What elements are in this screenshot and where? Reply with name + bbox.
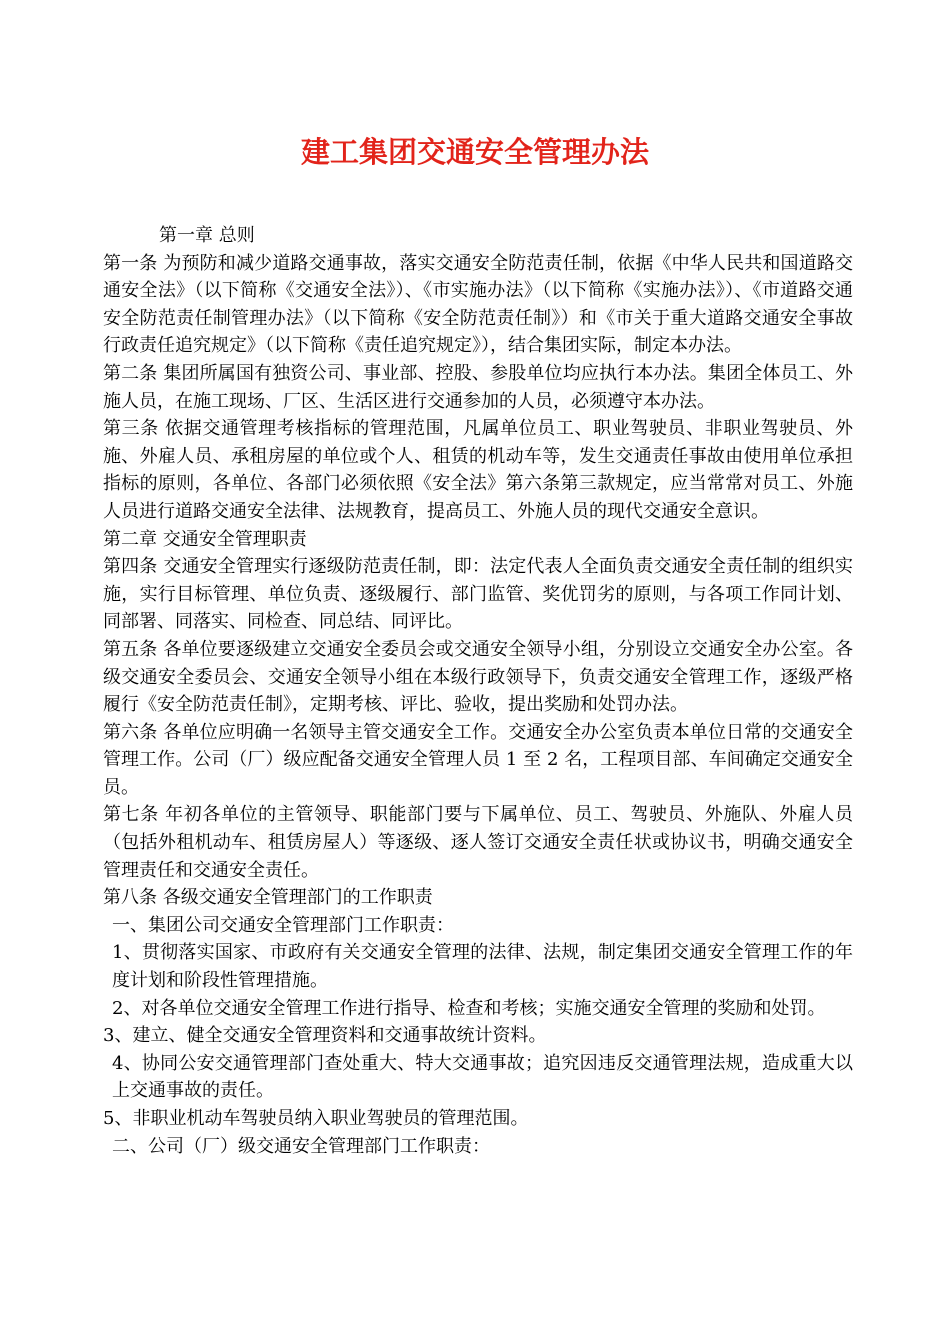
article-paragraph: 第六条 各单位应明确一名领导主管交通安全工作。交通安全办公室负责本单位日常的交通安全管理工作。公司（厂）级应配备交通安全管理人员 1 至 2 名，工程项目部、车间确定交通安全员。 <box>103 721 853 798</box>
article-paragraph: 第八条 各级交通安全管理部门的工作职责 <box>103 887 433 909</box>
chapter-heading: 第二章 交通安全管理职责 <box>103 528 307 550</box>
section-heading: 一、集团公司交通安全管理部门工作职责： <box>112 914 454 936</box>
chapter-heading: 第一章 总则 <box>159 225 255 246</box>
list-item: 5、非职业机动车驾驶员纳入职业驾驶员的管理范围。 <box>103 1108 529 1129</box>
document-title: 建工集团交通安全管理办法 <box>300 135 649 169</box>
article-paragraph: 第五条 各单位要逐级建立交通安全委员会或交通安全领导小组，分别设立交通安全办公室。各级交通安全委员会、交通安全领导小组在本级行政领导下，负责交通安全管理工作，逐级严格履行《安全防范责任制》，定期考核、评比、验收，提出奖励和处罚办法。 <box>103 638 853 716</box>
article-paragraph: 第一条 为预防和减少道路交通事故，落实交通安全防范责任制，依据《中华人民共和国道路交通安全法》（以下简称《交通安全法》）、《市实施办法》（以下简称《实施办法》）、《市道路交通安全防范责任制管理办法》（以下简称《安全防范责任制》）和《市关于重大道路交通安全事故行政责任追究规定》（以下简称《责任追究规定》），结合集团实际，制定本办法。 <box>103 252 853 357</box>
section-heading: 二、公司（厂）级交通安全管理部门工作职责： <box>112 1135 490 1157</box>
list-item: 2、对各单位交通安全管理工作进行指导、检查和考核；实施交通安全管理的奖励和处罚。 <box>112 997 826 1019</box>
list-item: 4、协同公安交通管理部门查处重大、特大交通事故；追究因违反交通管理法规，造成重大以上交通事故的责任。 <box>112 1052 853 1102</box>
article-paragraph: 第四条 交通安全管理实行逐级防范责任制，即：法定代表人全面负责交通安全责任制的组织实施，实行目标管理、单位负责、逐级履行、部门监管、奖优罚劣的原则，与各项工作同计划、同部署、同落实、同检查、同总结、同评比。 <box>103 556 853 633</box>
list-item: 3、建立、健全交通安全管理资料和交通事故统计资料。 <box>103 1025 547 1047</box>
article-paragraph: 第七条 年初各单位的主管领导、职能部门要与下属单位、员工、驾驶员、外施队、外雇人员（包括外租机动车、租赁房屋人）等逐级、逐人签订交通安全责任状或协议书，明确交通安全管理责任和交通安全责任。 <box>103 804 853 881</box>
list-item: 1、贯彻落实国家、市政府有关交通安全管理的法律、法规，制定集团交通安全管理工作的年度计划和阶段性管理措施。 <box>112 942 853 992</box>
document-body <box>103 222 853 1160</box>
article-paragraph: 第二条 集团所属国有独资公司、事业部、控股、参股单位均应执行本办法。集团全体员工、外施人员，在施工现场、厂区、生活区进行交通参加的人员，必须遵守本办法。 <box>103 362 853 412</box>
article-paragraph: 第三条 依据交通管理考核指标的管理范围，凡属单位员工、职业驾驶员、非职业驾驶员、外施、外雇人员、承租房屋的单位或个人、租赁的机动车等，发生交通责任事故由使用单位承担指标的原则，各单位、各部门必须依照《安全法》第六条第三款规定，应当常常对员工、外施人员进行道路交通安全法律、法规教育，提高员工、外施人员的现代交通安全意识。 <box>103 418 853 522</box>
